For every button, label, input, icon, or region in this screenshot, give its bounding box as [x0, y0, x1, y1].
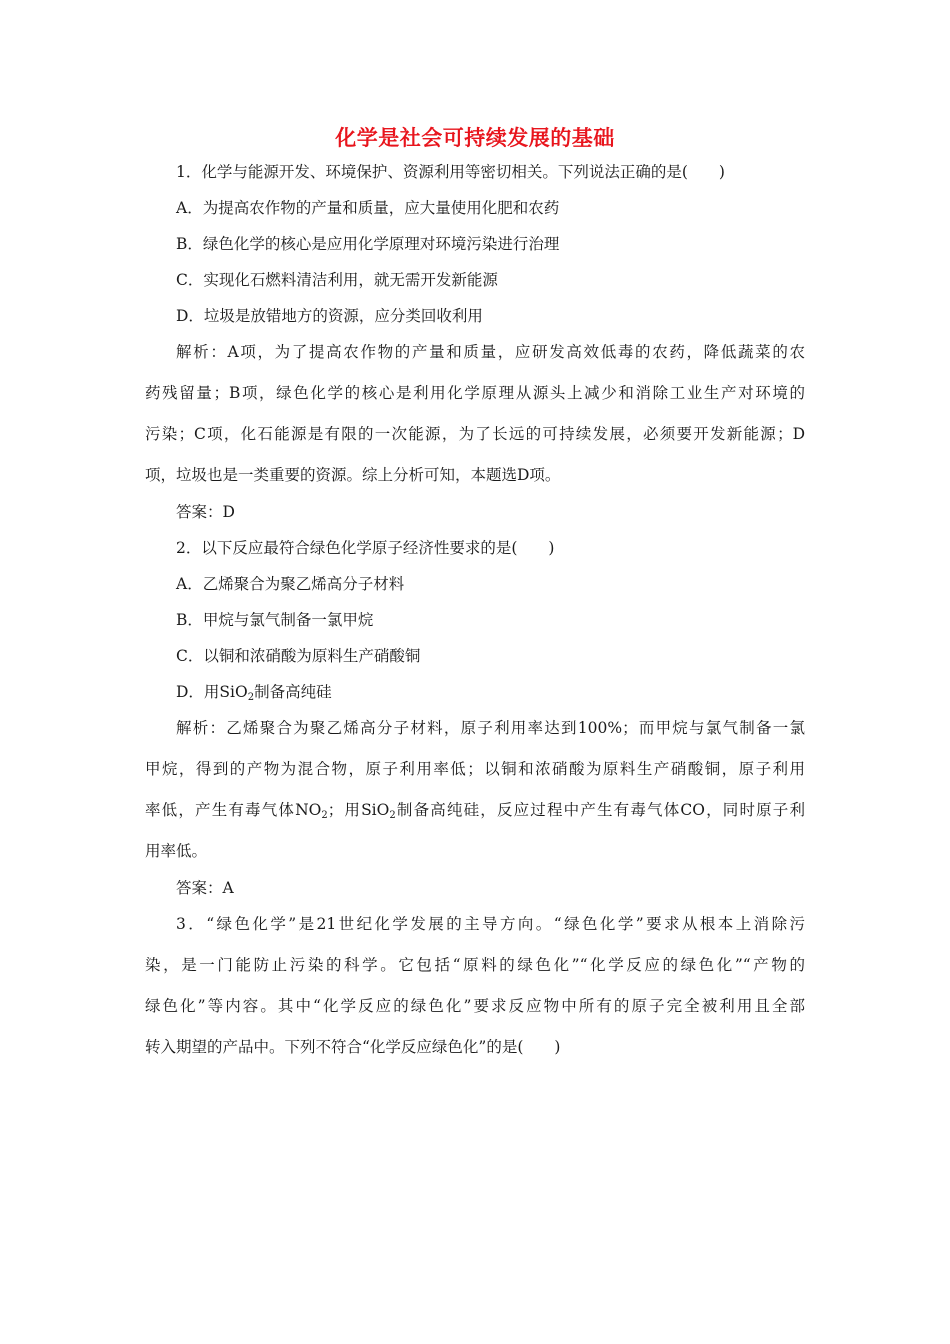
q2-option-c: C．以铜和浓硝酸为原料生产硝酸铜	[176, 647, 421, 665]
q3-stem-line: 绿色化”等内容。其中“化学反应的绿色化”要求反应物中所有的原子完全被利用且全部	[145, 997, 805, 1015]
q1-analysis-line: 药残留量；B项，绿色化学的核心是利用化学原理从源头上减少和消除工业生产对环境的	[145, 384, 805, 402]
q1-option-c: C．实现化石燃料清洁利用，就无需开发新能源	[176, 271, 498, 289]
q3-stem-line: 染，是一门能防止污染的科学。它包括“原料的绿色化”“化学反应的绿色化”“产物的	[145, 956, 805, 974]
q2-option-d-text: 制备高纯硅	[254, 683, 332, 701]
q3-stem-line: 3．“绿色化学”是21世纪化学发展的主导方向。“绿色化学”要求从根本上消除污	[176, 915, 805, 933]
q2-analysis-line: 解析：乙烯聚合为聚乙烯高分子材料，原子利用率达到100%；而甲烷与氯气制备一氯	[176, 719, 805, 737]
subscript: 2	[247, 692, 255, 703]
q2-analysis-line	[145, 800, 805, 823]
subscript: 2	[389, 810, 396, 821]
q2-analysis-line: 用率低。	[145, 842, 208, 860]
q1-stem: 1．化学与能源开发、环境保护、资源利用等密切相关。下列说法正确的是( )	[176, 163, 725, 181]
q2-answer: 答案：A	[176, 879, 234, 897]
q3-stem-line: 转入期望的产品中。下列不符合“化学反应绿色化”的是( )	[145, 1038, 561, 1056]
q2-analysis-line: 甲烷，得到的产物为混合物，原子利用率低；以铜和浓硝酸为原料生产硝酸铜，原子利用	[145, 760, 805, 778]
q1-analysis-line: 解析：A项，为了提高农作物的产量和质量，应研发高效低毒的农药，降低蔬菜的农	[176, 343, 805, 361]
q2-option-d-text: D．用SiO	[176, 683, 248, 701]
q1-analysis-line: 项，垃圾也是一类重要的资源。综上分析可知，本题选D项。	[145, 466, 561, 484]
q1-option-a: A．为提高农作物的产量和质量，应大量使用化肥和农药	[176, 199, 560, 217]
q2-analysis-text: 制备高纯硅，反应过程中产生有毒气体CO，同时原子利	[395, 801, 805, 819]
q2-option-d	[176, 682, 332, 705]
page-title: 化学是社会可持续发展的基础	[335, 126, 615, 150]
subscript: 2	[321, 810, 328, 821]
q1-option-b: B．绿色化学的核心是应用化学原理对环境污染进行治理	[176, 235, 560, 253]
q2-option-a: A．乙烯聚合为聚乙烯高分子材料	[176, 575, 405, 593]
q2-option-b: B．甲烷与氯气制备一氯甲烷	[176, 611, 374, 629]
q2-analysis-text: 率低，产生有毒气体NO	[145, 801, 322, 819]
q2-analysis-text: ；用SiO	[327, 801, 390, 819]
q1-analysis-line: 污染；C项，化石能源是有限的一次能源，为了长远的可持续发展，必须要开发新能源；D	[145, 425, 805, 443]
q2-stem: 2．以下反应最符合绿色化学原子经济性要求的是( )	[176, 539, 555, 557]
q1-answer: 答案：D	[176, 503, 235, 521]
q1-option-d: D．垃圾是放错地方的资源，应分类回收利用	[176, 307, 483, 325]
